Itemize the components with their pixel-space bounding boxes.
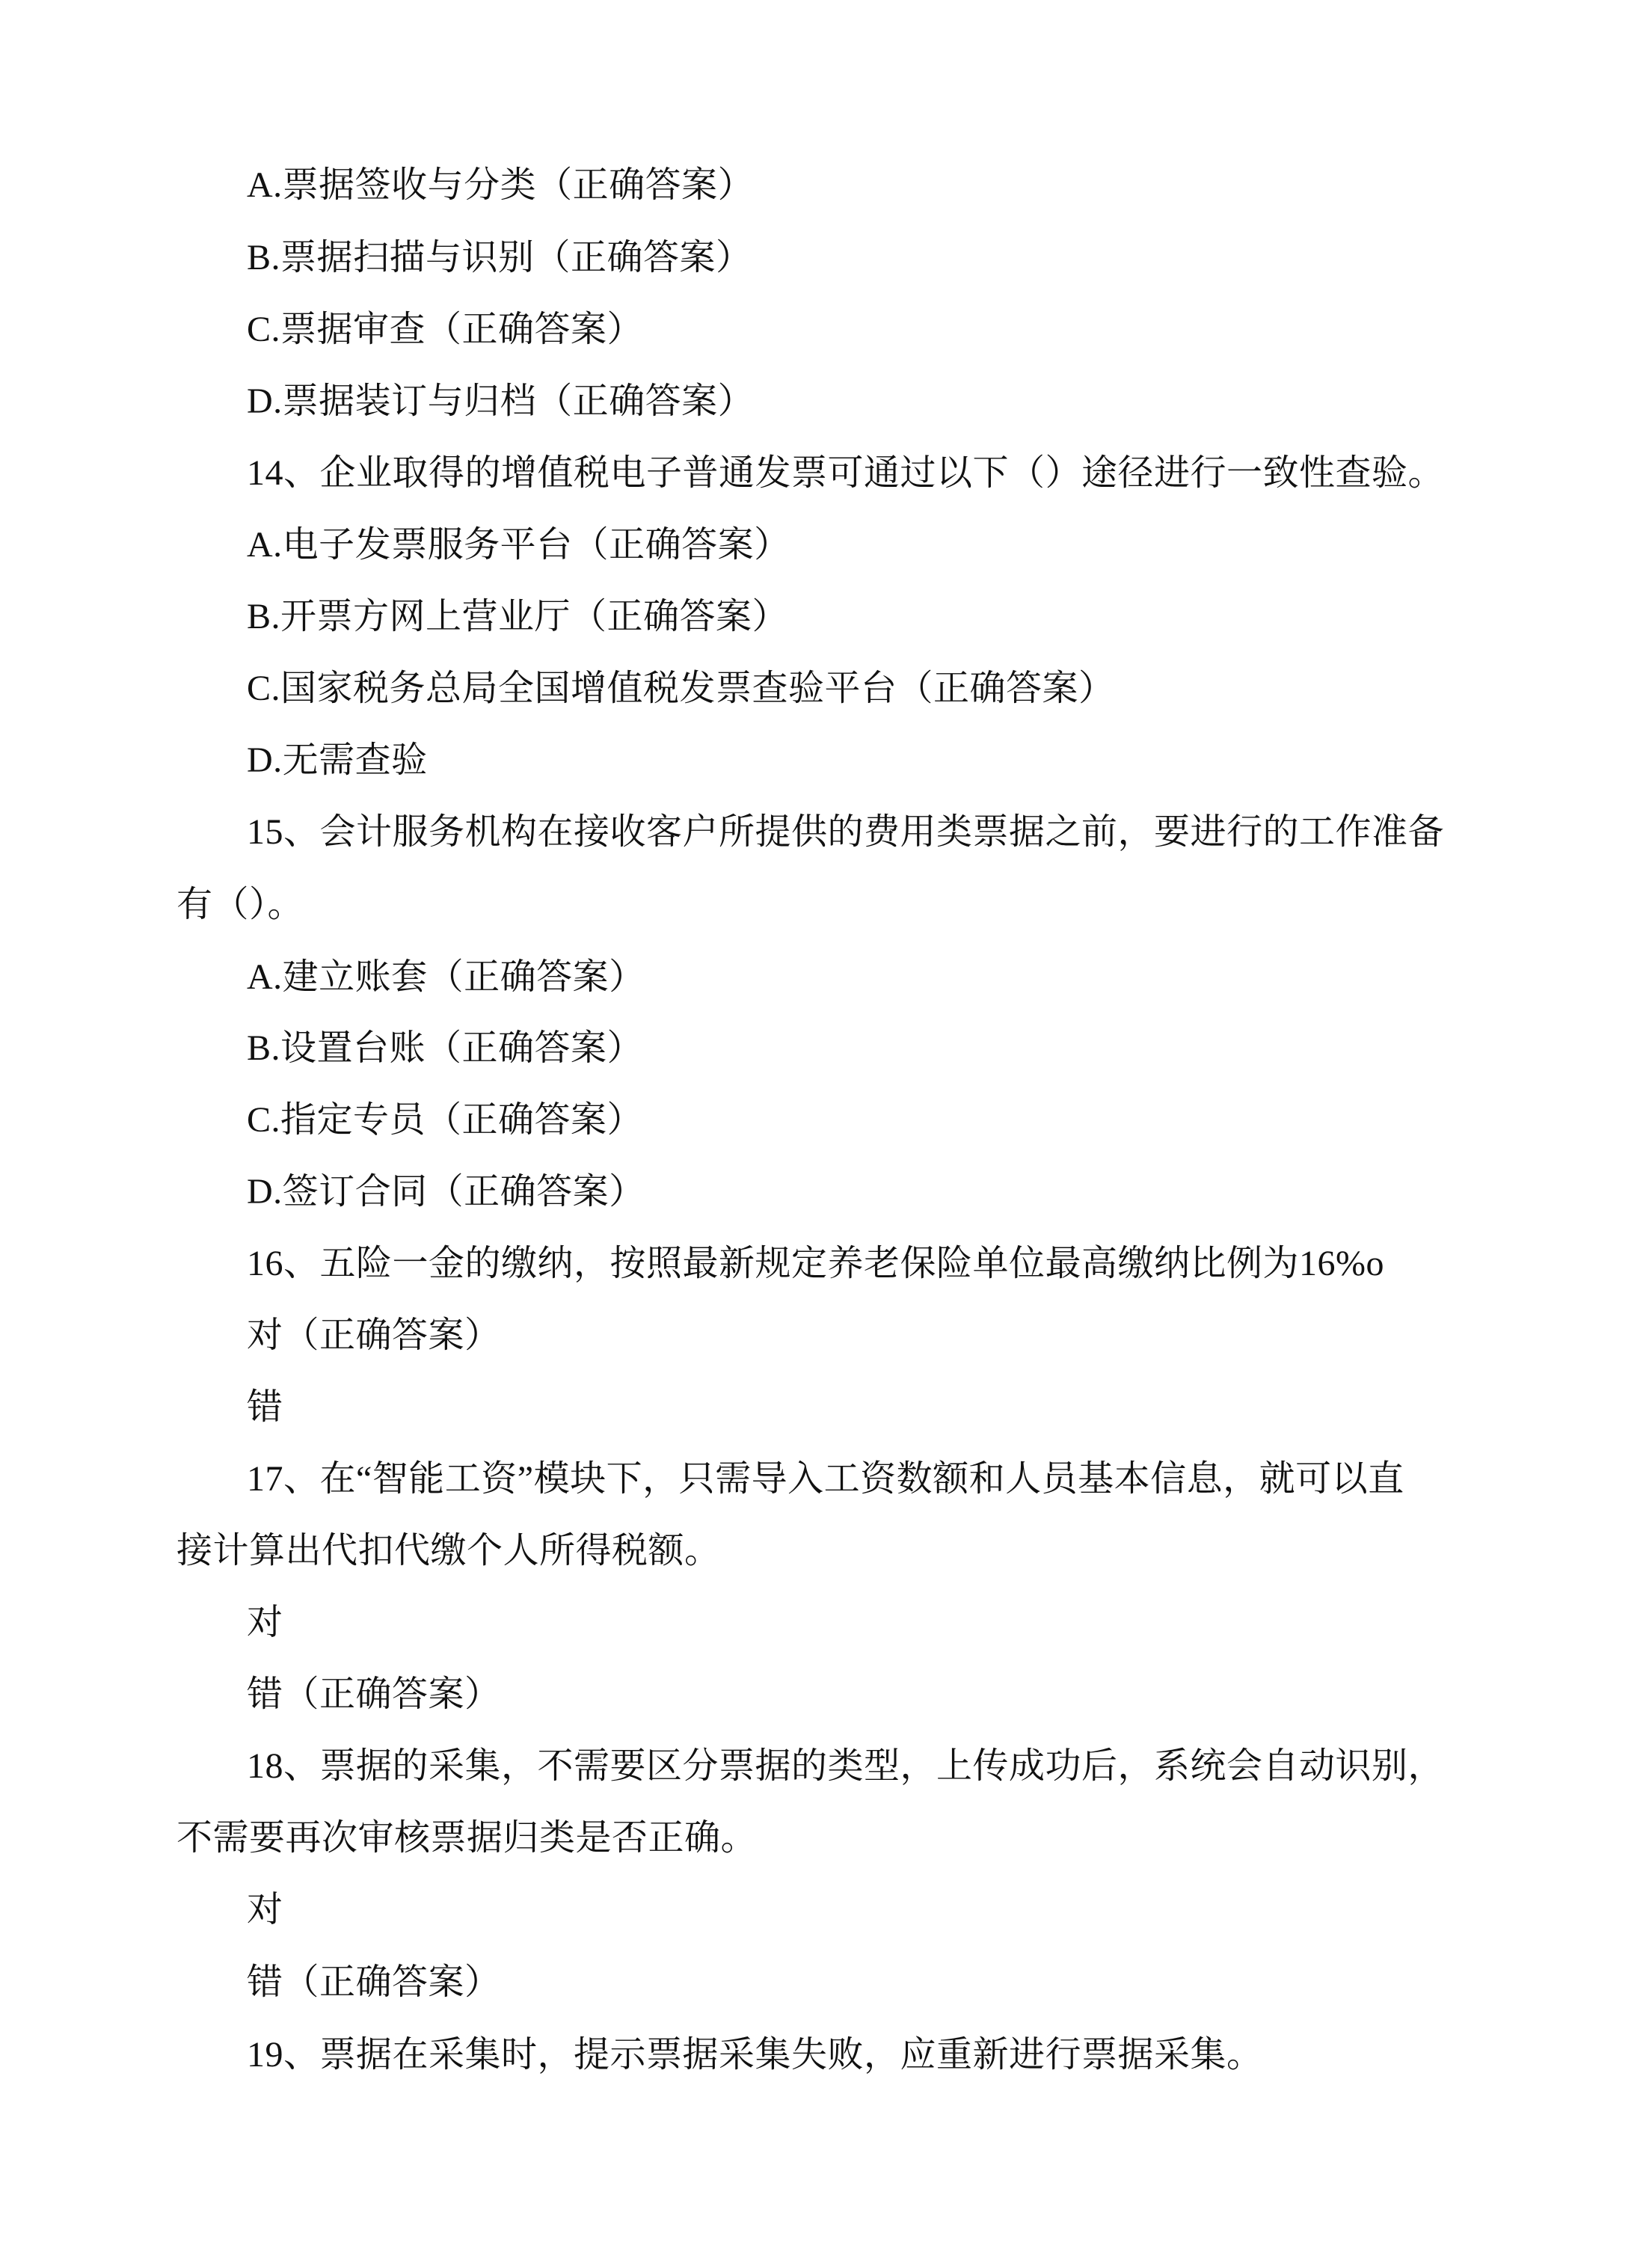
q15-option-c: C.指定专员（正确答案）: [247, 1100, 644, 1140]
q18-option-false: 错（正确答案）: [247, 1962, 501, 2002]
q14-option-c: C.国家税务总局全国增值税发票查验平台（正确答案）: [247, 669, 1115, 708]
q13-option-b: B.票据扫描与识别（正确答案）: [247, 238, 752, 277]
q17-option-true: 对: [247, 1603, 283, 1642]
question-15: 15、会计服务机构在接收客户所提供的费用类票据之前，要进行的工作准备: [247, 812, 1445, 852]
q18-option-true: 对: [247, 1890, 283, 1929]
q15-option-b: B.设置台账（正确答案）: [247, 1028, 644, 1068]
question-18-continuation: 不需要再次审核票据归类是否正确。: [176, 1818, 758, 1858]
question-19: 19、票据在采集时，提示票据采集失败，应重新进行票据采集。: [247, 2035, 1263, 2075]
question-17: 17、在“智能工资”模块下，只需导入工资数额和人员基本信息，就可以直: [247, 1459, 1404, 1499]
question-17-continuation: 接计算出代扣代缴个人所得税额。: [176, 1531, 721, 1570]
q17-option-false: 错（正确答案）: [247, 1674, 501, 1714]
q16-option-false: 错: [247, 1387, 283, 1427]
q14-option-a: A.电子发票服务平台（正确答案）: [247, 525, 790, 565]
q14-option-b: B.开票方网上营业厅（正确答案）: [247, 597, 789, 636]
question-16: 16、五险一金的缴纳，按照最新规定养老保险单位最高缴纳比例为16%o: [247, 1244, 1384, 1283]
question-14: 14、企业取得的增值税电子普通发票可通过以下（）途径进行一致性查验。: [247, 453, 1445, 493]
question-15-continuation: 有（）。: [176, 885, 304, 924]
q13-option-a: A.票据签收与分类（正确答案）: [247, 165, 755, 205]
q13-option-d: D.票据装订与归档（正确答案）: [247, 381, 755, 421]
q16-option-true: 对（正确答案）: [247, 1315, 501, 1355]
question-18: 18、票据的采集，不需要区分票据的类型，上传成功后，系统会自动识别，: [247, 1746, 1445, 1786]
q15-option-a: A.建立账套（正确答案）: [247, 957, 645, 997]
q13-option-c: C.票据审查（正确答案）: [247, 310, 644, 349]
q14-option-d: D.无需查验: [247, 740, 428, 780]
q15-option-d: D.签订合同（正确答案）: [247, 1172, 645, 1212]
